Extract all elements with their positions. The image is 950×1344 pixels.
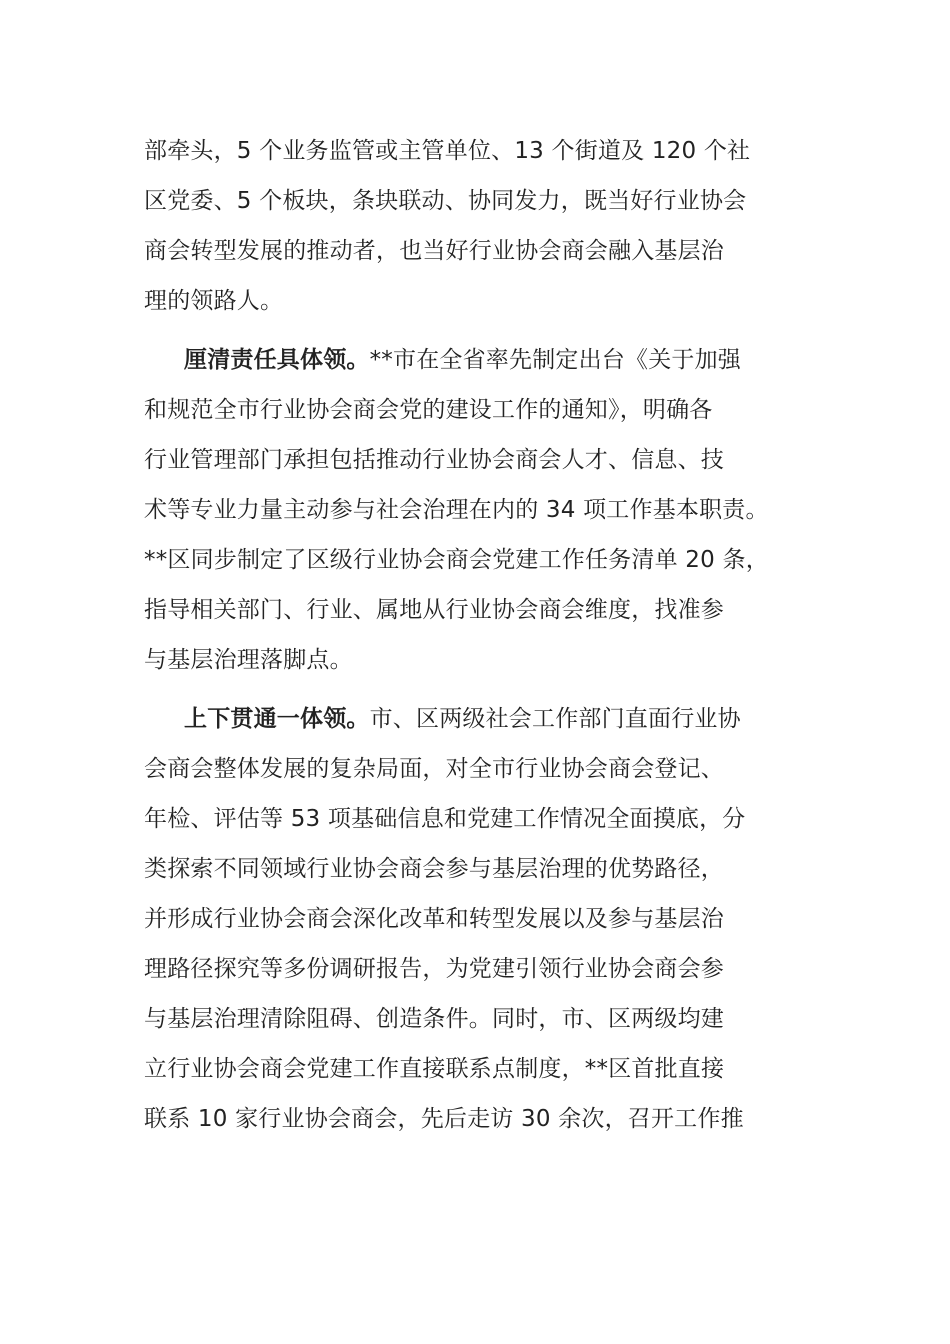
paragraph-line: 联系 10 家行业协会商会，先后走访 30 余次，召开工作推: [144, 1106, 744, 1132]
paragraph-first-line: [144, 335, 834, 385]
paragraph-line: 立行业协会商会党建工作直接联系点制度，**区首批直接: [144, 1056, 725, 1082]
paragraph-line: 与基层治理清除阻碍、创造条件。同时，市、区两级均建: [144, 1006, 724, 1032]
paragraph-line: 区党委、5 个板块，条块联动、协同发力，既当好行业协会: [144, 188, 747, 214]
paragraph-first-line: [144, 694, 834, 744]
paragraph-line: 部牵头，5 个业务监管或主管单位、13 个街道及 120 个社: [144, 138, 751, 164]
paragraph-1: [144, 126, 834, 326]
paragraph-line: 并形成行业协会商会深化改革和转型发展以及参与基层治: [144, 906, 724, 932]
paragraph-3: [144, 694, 834, 1144]
paragraph-line: 商会转型发展的推动者，也当好行业协会商会融入基层治: [144, 238, 724, 264]
paragraph-line: 年检、评估等 53 项基础信息和党建工作情况全面摸底，分: [144, 806, 746, 832]
paragraph-line: 理的领路人。: [144, 288, 284, 314]
paragraph-line: **区同步制定了区级行业协会商会党建工作任务清单 20 条，: [144, 547, 769, 573]
paragraph-heading: 厘清责任具体领。: [184, 347, 370, 373]
paragraph-line: 术等专业力量主动参与社会治理在内的 34 项工作基本职责。: [144, 497, 769, 523]
paragraph-line: 和规范全市行业协会商会党的建设工作的通知》，明确各: [144, 397, 713, 423]
document-body: [144, 126, 834, 1144]
paragraph-text: **市在全省率先制定出台《关于加强: [369, 347, 742, 373]
paragraph-heading: 上下贯通一体领。: [184, 706, 370, 732]
paragraph-line: 行业管理部门承担包括推动行业协会商会人才、信息、技: [144, 447, 724, 473]
paragraph-gap: [144, 326, 834, 335]
paragraph-line: 指导相关部门、行业、属地从行业协会商会维度，找准参: [144, 597, 724, 623]
paragraph-2: [144, 335, 834, 685]
paragraph-line: 理路径探究等多份调研报告，为党建引领行业协会商会参: [144, 956, 724, 982]
paragraph-gap: [144, 685, 834, 694]
paragraph-line: 类探索不同领域行业协会商会参与基层治理的优势路径，: [144, 856, 724, 882]
paragraph-text: 市、区两级社会工作部门直面行业协: [369, 706, 741, 732]
paragraph-line: 与基层治理落脚点。: [144, 647, 353, 673]
paragraph-line: 会商会整体发展的复杂局面，对全市行业协会商会登记、: [144, 756, 724, 782]
